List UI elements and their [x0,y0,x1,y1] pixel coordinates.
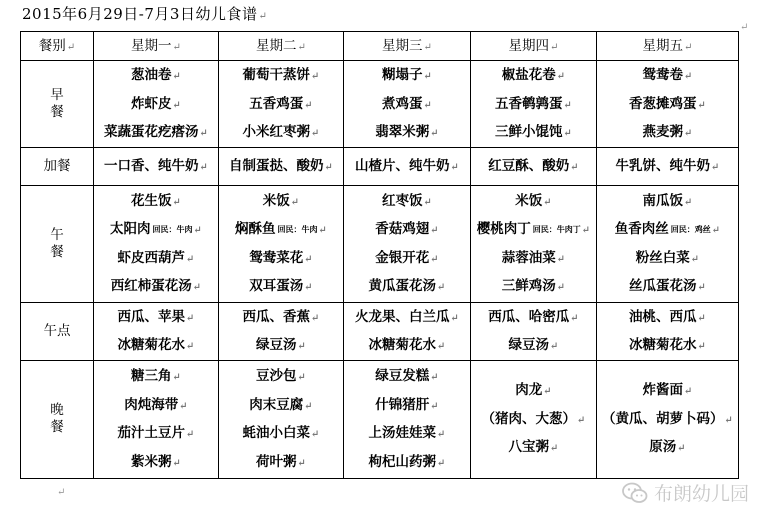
menu-cell [344,302,471,360]
dish-line [597,215,738,244]
dish-name: 蚝油小白菜 [242,425,311,441]
dish-line [597,303,738,332]
day-header-label: 星期四 [508,37,550,54]
dish-line [219,303,343,332]
dish-name: 花生饭 [131,192,172,209]
dish-line [344,303,470,332]
dish-name: 糊塌子 [382,67,423,83]
paragraph-mark: ↵ [199,128,208,139]
dish-line [219,215,343,244]
dish-name: 红枣饭 [382,192,423,209]
paragraph-mark: ↵ [172,196,181,208]
paragraph-mark: ↵ [684,128,693,139]
paragraph-mark: ↵ [311,71,320,82]
dish-name: 焖酥鱼 [235,221,276,237]
dish-name: 蒜蓉油菜 [501,249,556,266]
menu-cell [94,185,219,302]
dish-line [344,331,470,360]
dish-name: 糖三角 [131,368,172,384]
dish-line [597,152,738,181]
dish-name: 黄瓜蛋花汤 [368,278,437,294]
header-corner [21,32,94,61]
dish-name: 一口香、纯牛奶 [104,157,199,174]
dish-line [597,433,738,462]
dish-line [597,272,738,301]
dish-line [471,215,596,244]
dish-line [219,391,343,420]
paragraph-mark: ↵ [179,400,188,412]
dish-line [219,118,343,147]
paragraph-mark: ↵ [430,372,439,383]
day-header [597,32,739,61]
paragraph-mark: ↵ [199,161,208,173]
dish-line [94,61,218,90]
menu-cell [94,147,219,185]
dish-name: 红豆酥、酸奶 [488,157,570,174]
paragraph-mark: ↵ [297,372,306,383]
dish-line [94,90,218,119]
dish-line [219,362,343,391]
day-header [471,32,597,61]
dish-name: 八宝粥 [508,439,550,456]
menu-cell [344,61,471,148]
dish-line [344,391,470,420]
meal-label [21,302,94,360]
dish-line [94,391,218,420]
dish-name: 双耳蛋汤 [249,278,304,294]
paragraph-mark: ↵ [423,196,432,208]
dish-line [219,272,343,301]
hui-alternative-tag: 回民：牛肉 [152,224,193,234]
dish-line [471,90,596,119]
dish-line [597,376,738,405]
dish-name: 金银开花 [375,249,430,266]
dish-name: 南瓜饭 [642,192,684,209]
paragraph-mark: ↵ [324,161,333,173]
paragraph-mark: ↵ [193,225,202,236]
paragraph-mark: ↵ [677,443,686,455]
dish-name: 米饭 [262,192,290,209]
dish-line [344,215,470,244]
menu-cell [344,185,471,302]
dish-line [344,187,470,216]
dish-line [471,331,596,360]
dish-line [344,152,470,181]
dish-line [471,272,596,301]
menu-cell [219,185,344,302]
dish-name: 翡翠米粥 [375,124,430,140]
dish-line [94,187,218,216]
dish-name: 粉丝白菜 [635,249,690,266]
paragraph-mark: ↵ [172,372,181,383]
dish-name: 火龙果、白兰瓜 [355,308,450,325]
dish-name: 肉末豆腐 [249,396,304,413]
day-header-label: 星期一 [131,37,172,54]
dish-line [344,362,470,391]
dish-name: 荷叶粥 [256,453,297,470]
paragraph-mark: ↵ [550,41,559,53]
paragraph-mark: ↵ [423,71,432,82]
dish-name: 绿豆汤 [508,337,550,353]
dish-name: 丝瓜蛋花汤 [629,278,697,294]
paragraph-mark: ↵ [297,457,306,469]
dish-name: 原汤 [649,439,677,456]
meal-row [21,360,739,478]
dish-line [597,405,738,434]
menu-cell [597,147,739,185]
paragraph-mark: ↵ [437,457,446,469]
dish-name: 椒盐花卷 [501,67,556,83]
dish-name: 油桃、西瓜 [629,308,697,325]
dish-name: 五香鹌鹑蛋 [495,95,563,112]
paragraph-mark: ↵ [570,161,579,173]
hui-alternative-tag: 回民：牛肉 [277,224,318,234]
paragraph-mark: ↵ [192,282,202,293]
dish-name: 五香鸡蛋 [249,95,304,112]
dish-name: 什锦猪肝 [375,396,430,413]
dish-name: 三鲜小馄饨 [495,124,563,140]
dish-name: 豆沙包 [256,368,297,384]
menu-cell [597,185,739,302]
paragraph-mark: ↵ [186,341,195,352]
menu-cell [597,302,739,360]
dish-line [219,448,343,477]
dish-name: 葡萄干蒸饼 [242,67,311,83]
meal-row [21,61,739,148]
menu-cell [219,360,344,478]
menu-cell [597,360,739,478]
paragraph-mark: ↵ [318,225,327,236]
watermark [622,479,749,506]
paragraph-mark: ↵ [577,414,586,426]
dish-line [219,419,343,448]
day-header [219,32,344,61]
paragraph-mark: ↵ [304,282,313,293]
dish-name: 绿豆汤 [256,337,297,353]
dish-line [219,90,343,119]
dish-line [94,448,218,477]
dish-line [219,61,343,90]
meal-row [21,147,739,185]
dish-name: 米饭 [515,192,543,209]
meal-label-char: 餐 [50,243,64,260]
paragraph-mark: ↵ [563,99,572,111]
paragraph-mark: ↵ [297,341,306,352]
dish-name: 紫米粥 [131,453,172,470]
menu-table [20,31,739,479]
dish-line [94,331,218,360]
dish-line [344,448,470,477]
paragraph-mark: ↵ [304,99,313,111]
dish-line [94,152,218,181]
dish-line [597,244,738,273]
paragraph-mark: ↵ [437,429,446,440]
paragraph-mark: ↵ [430,253,439,265]
dish-line [219,152,343,181]
dish-line [344,61,470,90]
paragraph-mark: ↵ [186,312,195,324]
dish-line [471,405,596,434]
dish-name: 西瓜、苹果 [117,308,186,325]
dish-name: 虾皮西葫芦 [117,249,186,266]
day-header-label: 星期二 [256,37,297,54]
dish-name: 鱼香肉丝 [614,221,669,237]
paragraph-mark: ↵ [186,429,195,440]
paragraph-mark: ↵ [311,312,320,324]
dish-line [344,118,470,147]
menu-cell [471,185,597,302]
paragraph-mark: ↵ [684,41,693,53]
paragraph-mark: ↵ [423,99,432,111]
dish-line [471,152,596,181]
dish-line [597,118,738,147]
dish-name: 枸杞山药粥 [368,453,437,470]
dish-line [597,61,738,90]
paragraph-mark: ↵ [550,443,559,455]
meal-label-char: 早 [50,86,64,103]
meal-label-char: 餐 [50,419,64,435]
menu-cell [219,302,344,360]
dish-line [94,118,218,147]
dish-line [597,90,738,119]
dish-name: 燕麦粥 [642,124,684,140]
paragraph-mark: ↵ [543,196,552,208]
dish-name: 鸳鸯菜花 [249,249,304,266]
dish-line [344,90,470,119]
day-header-label: 星期五 [642,37,684,54]
paragraph-mark: ↵ [450,312,459,324]
dish-name: 冰糖菊花水 [368,337,437,353]
paragraph-mark: ↵ [543,386,552,398]
dish-name: 太阳肉 [110,221,151,237]
dish-line [471,433,596,462]
dish-name: 西瓜、哈密瓜 [488,308,570,325]
dish-line [94,244,218,273]
dish-name: 西红柿蛋花汤 [110,278,192,294]
paragraph-mark: ↵ [437,341,446,352]
dish-name: 炸虾皮 [131,95,172,112]
paragraph-mark: ↵ [186,253,195,265]
hui-alternative-tag: 回民：牛肉丁 [532,224,581,234]
menu-cell [219,147,344,185]
paragraph-mark: ↵ [450,161,459,173]
day-header [94,32,219,61]
paragraph-mark: ↵ [550,341,559,352]
paragraph-mark: ↵ [311,128,320,139]
dish-name: 自制蛋挞、酸奶 [229,157,324,174]
dish-name: 西瓜、香蕉 [242,308,311,325]
meal-label [21,360,94,478]
dish-name: 茄汁土豆片 [117,425,186,441]
paragraph-mark: ↵ [697,282,706,293]
dish-line [471,244,596,273]
meal-label [21,185,94,302]
paragraph-mark: ↵ [172,99,181,111]
paragraph-mark: ↵ [711,161,720,173]
meal-label [21,61,94,148]
dish-name: 肉炖海带 [124,396,179,413]
dish-line [471,303,596,332]
dish-name: 三鲜鸡汤 [501,278,556,294]
meal-row [21,185,739,302]
menu-cell [94,360,219,478]
paragraph-mark: ↵ [581,225,591,236]
dish-line [94,272,218,301]
paragraph-mark: ↵ [556,71,566,82]
meal-label [21,147,94,185]
dish-line [94,215,218,244]
paragraph-mark: ↵ [684,386,693,398]
dish-line [94,362,218,391]
meal-label-char: 午点 [43,322,71,339]
paragraph-mark: ↵ [437,282,446,293]
paragraph-mark: ↵ [690,253,700,265]
meal-label-char: 晚 [50,402,64,419]
menu-cell [219,61,344,148]
dish-line [597,187,738,216]
header-corner-label: 餐别 [38,37,66,54]
paragraph-mark: ↵ [430,400,439,412]
dish-line [471,61,596,90]
dish-name: （黄瓜、胡萝卜码） [602,410,724,427]
paragraph-mark: ↵ [258,11,268,22]
paragraph-mark: ↵ [697,99,706,111]
menu-cell [94,302,219,360]
dish-name: 冰糖菊花水 [629,337,697,353]
paragraph-mark: ↵ [684,196,693,208]
paragraph-mark: ↵ [290,196,300,208]
dish-line [471,118,596,147]
menu-cell [597,61,739,148]
paragraph-mark: ↵ [711,225,721,236]
paragraph-mark: ↵ [556,282,566,293]
dish-line [597,331,738,360]
dish-name: 樱桃肉丁 [476,221,531,237]
paragraph-mark: ↵ [423,41,432,53]
dish-name: （猪肉、大葱） [481,410,577,427]
day-header-label: 星期三 [382,37,423,54]
paragraph-mark: ↵ [297,41,306,53]
dish-line [344,419,470,448]
margin-mark: ↵ [740,22,749,33]
dish-line [344,272,470,301]
dish-name: 葱油卷 [131,67,172,83]
dish-name: 香菇鸡翅 [375,221,430,237]
paragraph-mark: ↵ [563,128,572,139]
dish-line [471,187,596,216]
watermark-text: 布朗幼儿园 [653,483,749,505]
meal-label-char: 餐 [50,103,64,120]
paragraph-mark: ↵ [697,341,706,352]
dish-name: 香葱摊鸡蛋 [629,95,697,112]
paragraph-mark: ↵ [724,414,733,426]
dish-name: 牛乳饼、纯牛奶 [615,157,711,174]
paragraph-mark: ↵ [556,253,566,265]
dish-name: 菜蔬蛋花疙瘩汤 [104,124,199,140]
paragraph-mark: ↵ [304,253,313,265]
header-row [21,32,739,61]
dish-name: 小米红枣粥 [242,124,311,140]
paragraph-mark: ↵ [304,400,313,412]
title-text: 2015年6月29日-7月3日幼儿食谱 [22,5,258,23]
menu-cell [471,360,597,478]
dish-name: 冰糖菊花水 [117,337,186,353]
paragraph-mark: ↵ [430,225,439,236]
menu-cell [94,61,219,148]
page-title [22,3,267,24]
paragraph-mark: ↵ [66,41,76,53]
paragraph-mark: ↵ [172,457,181,469]
dish-line [219,187,343,216]
dish-name: 山楂片、纯牛奶 [355,157,450,174]
menu-cell [344,147,471,185]
dish-name: 绿豆发糕 [375,368,430,384]
menu-cell [471,147,597,185]
paragraph-mark: ↵ [172,71,181,82]
menu-cell [471,61,597,148]
dish-line [471,376,596,405]
dish-line [94,303,218,332]
dish-line [94,419,218,448]
hui-alternative-tag: 回民：鸡丝 [670,224,711,234]
dish-name: 肉龙 [515,382,543,399]
paragraph-mark: ↵ [697,312,706,324]
menu-cell [471,302,597,360]
paragraph-mark: ↵ [430,128,439,139]
meal-label-char: 午 [50,226,64,243]
dish-name: 上汤娃娃菜 [368,425,437,441]
margin-mark: ↵ [57,487,66,498]
dish-name: 煮鸡蛋 [382,95,423,112]
dish-line [219,244,343,273]
menu-cell [344,360,471,478]
meal-label-char: 加餐 [43,157,71,174]
paragraph-mark: ↵ [172,41,181,53]
dish-name: 鸳鸯卷 [642,67,684,83]
dish-name: 炸酱面 [642,382,684,399]
wechat-icon [622,482,648,504]
dish-line [219,331,343,360]
paragraph-mark: ↵ [684,71,693,82]
paragraph-mark: ↵ [570,312,579,324]
paragraph-mark: ↵ [311,429,320,440]
day-header [344,32,471,61]
meal-row [21,302,739,360]
dish-line [344,244,470,273]
